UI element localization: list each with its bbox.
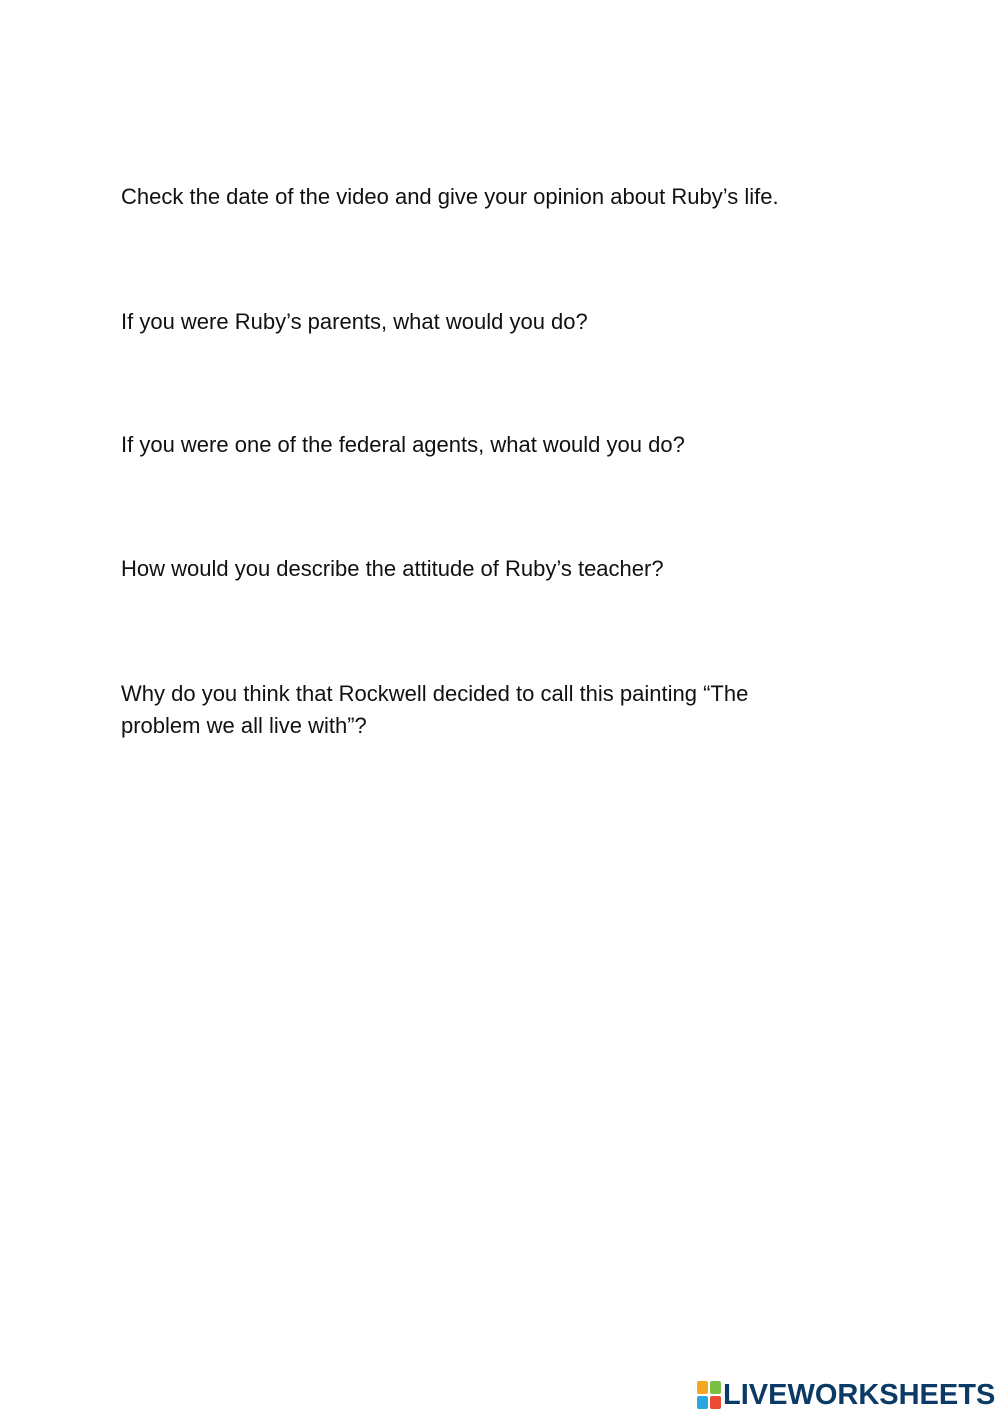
liveworksheets-logo <box>697 1378 995 1412</box>
logo-text: LIVEWORKSHEETS <box>723 1379 996 1411</box>
logo-cell <box>710 1381 721 1394</box>
question-2: If you were Ruby’s parents, what would you do? <box>121 309 588 334</box>
question-1: Check the date of the video and give your opinion about Ruby’s life. <box>121 184 779 209</box>
logo-cell <box>710 1396 721 1409</box>
logo-cell <box>697 1396 708 1409</box>
question-3: If you were one of the federal agents, what would you do? <box>121 432 685 457</box>
liveworksheets-logo-icon <box>697 1381 721 1409</box>
logo-cell <box>697 1381 708 1394</box>
question-4: How would you describe the attitude of Ruby’s teacher? <box>121 556 664 581</box>
question-5: Why do you think that Rockwell decided to call this painting “The problem we all live with”? <box>121 681 749 738</box>
